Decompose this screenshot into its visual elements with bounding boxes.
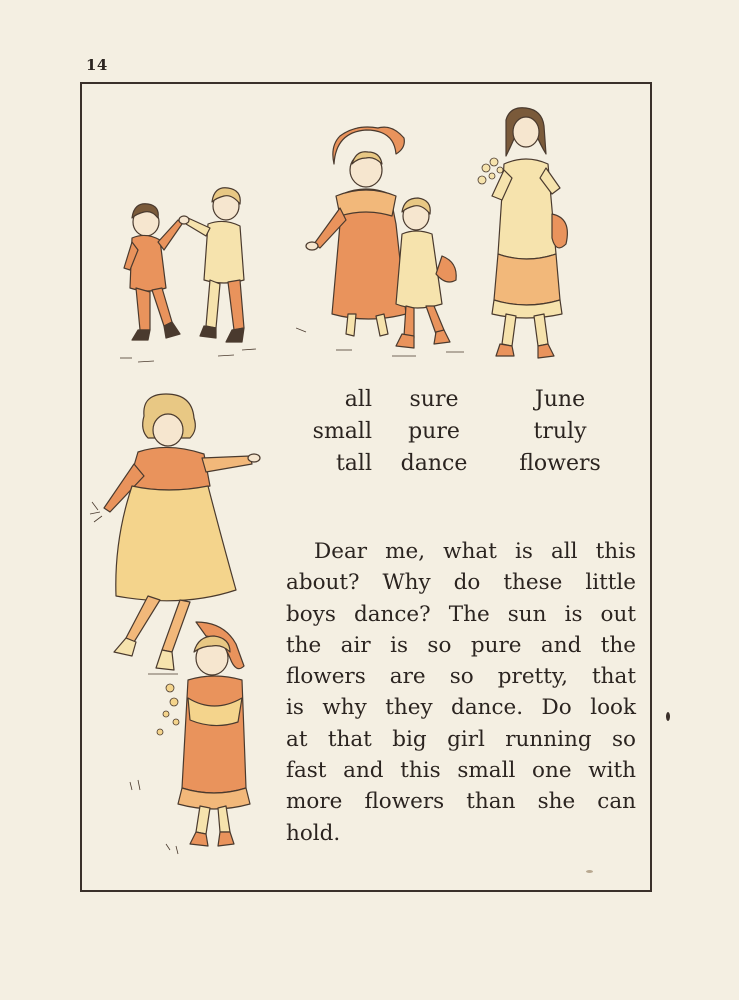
story-line: hold. [286, 820, 341, 846]
word-dance: dance [400, 451, 468, 476]
paper-speck [666, 712, 670, 721]
story-line: flowers are so pretty, that [286, 664, 636, 690]
word-small: small [312, 419, 372, 444]
story-line: at that big girl running so [286, 726, 636, 752]
girl-holding-flowers-illustration [476, 104, 576, 364]
word-flowers: flowers [519, 451, 601, 476]
vocabulary-word-list [292, 384, 632, 479]
word-tall: tall [335, 451, 372, 476]
word-pure: pure [408, 419, 460, 444]
page-number: 14 [86, 56, 108, 74]
story-line: fast and this small one with [286, 758, 636, 784]
word-truly: truly [533, 419, 587, 444]
word-june: June [534, 387, 586, 412]
two-boys-dancing-illustration [118, 180, 268, 375]
girl-with-bonnet-illustration [296, 124, 476, 364]
story-line: about? Why do these little [286, 570, 636, 596]
story-line: is why they dance. Do look [286, 695, 636, 721]
small-girl-with-flowers-illustration [126, 618, 266, 863]
story-line: Dear me, what is all this [314, 539, 636, 564]
story-paragraph [286, 536, 636, 849]
story-line: more flowers than she can [286, 789, 636, 815]
word-sure: sure [409, 387, 459, 412]
story-line: the air is so pure and the [286, 632, 636, 658]
story-line: boys dance? The sun is out [286, 601, 636, 627]
paper-speck [586, 870, 593, 873]
word-all: all [344, 387, 372, 412]
